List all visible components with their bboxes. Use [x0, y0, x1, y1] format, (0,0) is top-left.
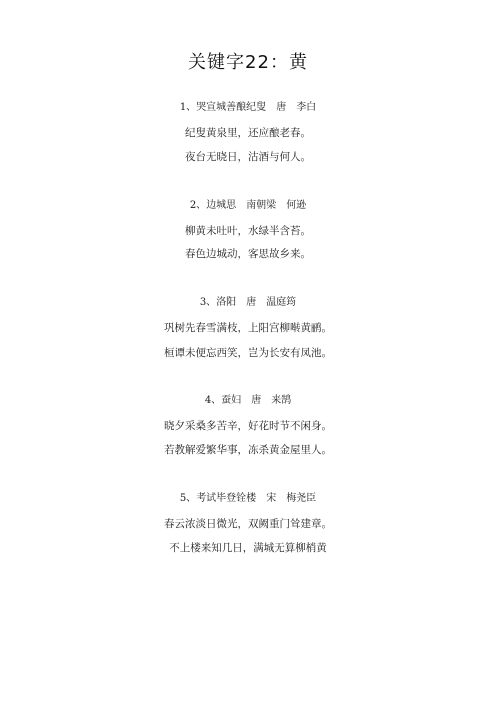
poem-line: 春色边城动，客思故乡来。 — [185, 248, 311, 260]
poem-title: 洛阳 — [216, 297, 237, 308]
poem-number: 3、 — [199, 297, 217, 308]
poem-dynasty: 唐 — [246, 297, 257, 308]
poem-author: 梅尧臣 — [286, 493, 317, 504]
poem-line: 若教解爱繁华事，冻杀黄金屋里人。 — [164, 444, 332, 456]
poem-title: 考试毕登铨楼 — [196, 493, 257, 504]
poem-line: 纪叟黄泉里，还应酿老春。 — [185, 127, 311, 139]
poem-number: 5、 — [179, 493, 197, 504]
poem-heading — [0, 199, 496, 213]
poem-heading — [0, 492, 496, 506]
poem-line: 不上楼来知几日，满城无算柳梢黄 — [169, 542, 327, 554]
poem-author: 来鹄 — [271, 395, 292, 406]
poem-title: 哭宣城善酿纪叟 — [196, 102, 267, 113]
poem-dynasty: 南朝梁 — [246, 200, 277, 211]
poem-title: 边城思 — [206, 200, 237, 211]
poem-author: 温庭筠 — [266, 297, 297, 308]
poem-number: 1、 — [179, 102, 197, 113]
poem-heading — [0, 296, 496, 310]
poem-dynasty: 宋 — [266, 493, 277, 504]
page-title: 关键字22：黄 — [188, 52, 308, 73]
poem-line: 晓夕采桑多苦辛，好花时节不闲身。 — [164, 420, 332, 432]
poem-author: 李白 — [296, 102, 317, 113]
poem-heading — [0, 101, 496, 115]
poem-line: 柳黄未吐叶，水绿半含苔。 — [185, 225, 311, 237]
poem-line: 巩树先春雪满枝，上阳宫柳啭黄鹂。 — [164, 322, 332, 334]
poem-dynasty: 唐 — [251, 395, 262, 406]
poem-number: 4、 — [204, 395, 222, 406]
poem-line: 夜台无晓日，沽酒与何人。 — [185, 151, 311, 163]
poem-line: 桓谭未便忘西笑，岂为长安有凤池。 — [164, 347, 332, 359]
poem-dynasty: 唐 — [276, 102, 287, 113]
poem-title: 蚕妇 — [221, 395, 242, 406]
poem-heading — [0, 394, 496, 408]
poem-number: 2、 — [189, 200, 207, 211]
poem-line: 春云浓淡日微光，双阙重门耸建章。 — [164, 518, 332, 530]
poem-author: 何逊 — [286, 200, 307, 211]
